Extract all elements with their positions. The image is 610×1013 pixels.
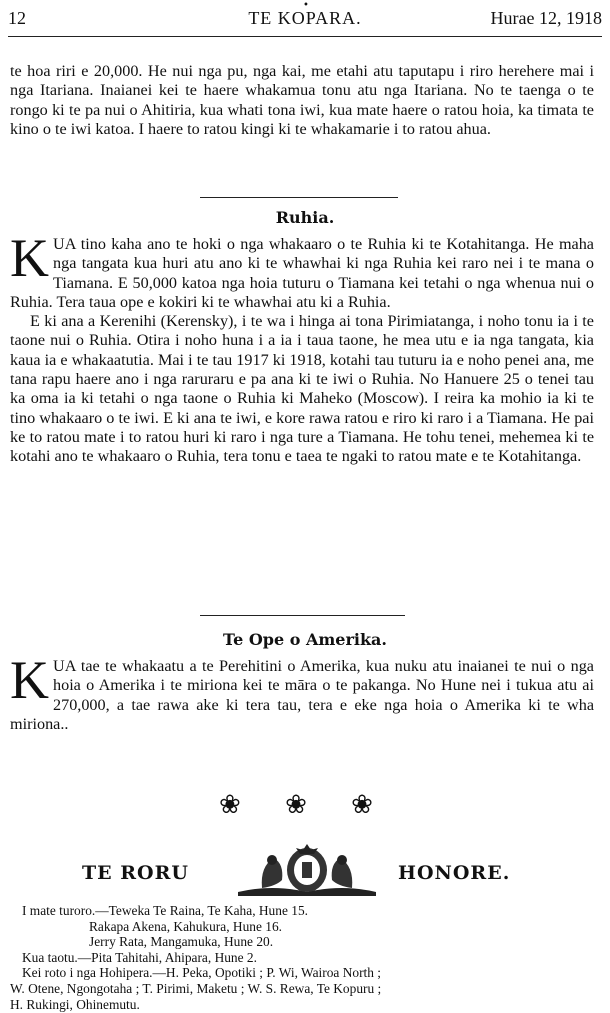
issue-date: Hurae 12, 1918 <box>490 8 602 28</box>
ruhia-paragraph-2: E ki ana a Kerenihi (Kerensky), i te wa i hinga ai tona Pirimiatanga, i noho tonu ia i te taone nui o Ruhia. Otira i noho huna i a ia i taua taone, he mea utu e ia nga tangata, kia kaua ia e whakaatutia. Mai i te tau 1917 ki 1918, kotahi tau tuturu ia e noho penei ana, me tana rapu haere ano i nga raruraru e pa ana ki te iwi o Ruhia. No Hanuere 25 o tenei tau ka oma ia ki tetahi o nga taone o Ruhia ki Maheko (Moscow). I reira ka mohio ia ki te tino whakaaro o te iwi. E ki ana te iwi, e kore rawa ratou e riro ki raro i a Tiamana. He pai ke to ratou mate i to ratou huri ki raro i nga ture a Tiamana. He tohu tenei, mehemea ki te kotahi ano te whakaaro o Ruhia, tera tonu e taea te ngaki to ratou mate e te Kotahitanga. <box>10 312 594 466</box>
flower-ornaments: ❀ ❀ ❀ <box>219 790 391 820</box>
roll-line: I mate turoro.—Teweka Te Raina, Te Kaha, Hune 15. <box>22 903 308 918</box>
masthead-title: TE KOPARA. <box>248 8 362 28</box>
page-header <box>8 6 602 30</box>
amerika-article <box>10 650 594 734</box>
ruhia-paragraph-1 <box>10 228 594 312</box>
intro-paragraph: te hoa riri e 20,000. He nui nga pu, nga kai, me etahi atu taputapu i riro herehere mai i nga Itariana. Inaianei kei te haere whakamua tonu atu nga Itariana. No te taenga o te rongo ki te pa nui o Ahitiria, kua whati tona iwi, kua mate haere o ratou hoia, ka timata te kino o te iwi katoa. I haere to ratou kingi ki te whakamarie i to ratou ahua. <box>10 62 594 138</box>
roll-line: Jerry Rata, Mangamuka, Hune 20. <box>89 934 274 950</box>
roll-line: W. Otene, Ngongotaha ; T. Pirimi, Maketu ; W. S. Rewa, Te Kopuru ; <box>10 980 382 996</box>
header-dot: • <box>303 0 309 11</box>
roll-title-left: TE RORU <box>82 862 189 884</box>
section-divider-2 <box>200 615 405 616</box>
amerika-dropcap: K <box>10 650 49 710</box>
ruhia-dropcap: K <box>10 228 49 288</box>
roll-line: Kei roto i nga Hohipera.—H. Peka, Opotiki ; P. Wi, Wairoa North ; <box>22 965 382 981</box>
roll-line: Rakapa Akena, Kahukura, Hune 16. <box>89 918 282 934</box>
crest-emblem <box>232 840 382 898</box>
roll-title-right: HONORE. <box>398 862 511 884</box>
roll-line: H. Rukingi, Ohinemutu. <box>10 996 140 1012</box>
amerika-paragraph-1 <box>10 650 594 734</box>
honour-roll-list <box>10 903 602 1012</box>
amerika-heading: Te Ope o Amerika. <box>223 630 387 649</box>
header-rule <box>8 36 602 37</box>
roll-line: Kua taotu.—Pita Tahitahi, Ahipara, Hune 2. <box>22 949 257 965</box>
intro-article <box>10 62 594 139</box>
amerika-paragraph-1-text: UA tae te whakaatu a te Perehitini o Amerika, kua nuku atu inaianei te nui o nga hoia o Amerika i te miriona kei te māra o te pakanga. No Hune nei i tukua atu ai 270,000, a tae rawa ake ki tera tau, tera e eke nga hoia o Amerika ki te wha miriona.. <box>10 657 594 733</box>
page-number: 12 <box>8 8 26 28</box>
section-divider <box>200 197 398 198</box>
ruhia-article <box>10 228 594 467</box>
ruhia-paragraph-1-text: UA tino kaha ano te hoki o nga whakaaro o te Ruhia ki te Kotahitanga. He maha nga tangata kua huri atu ano ki te whawhai ki nga Ruhia kei raro nei i te mana o Tiamana. E 50,000 katoa nga hoia tuturu o Tiamana kei tetahi o nga whenua nui o Ruhia. Tera taua ope e kokiri ki te whawhai atu ki a Ruhia. <box>10 235 594 311</box>
ruhia-heading: Ruhia. <box>275 208 335 227</box>
